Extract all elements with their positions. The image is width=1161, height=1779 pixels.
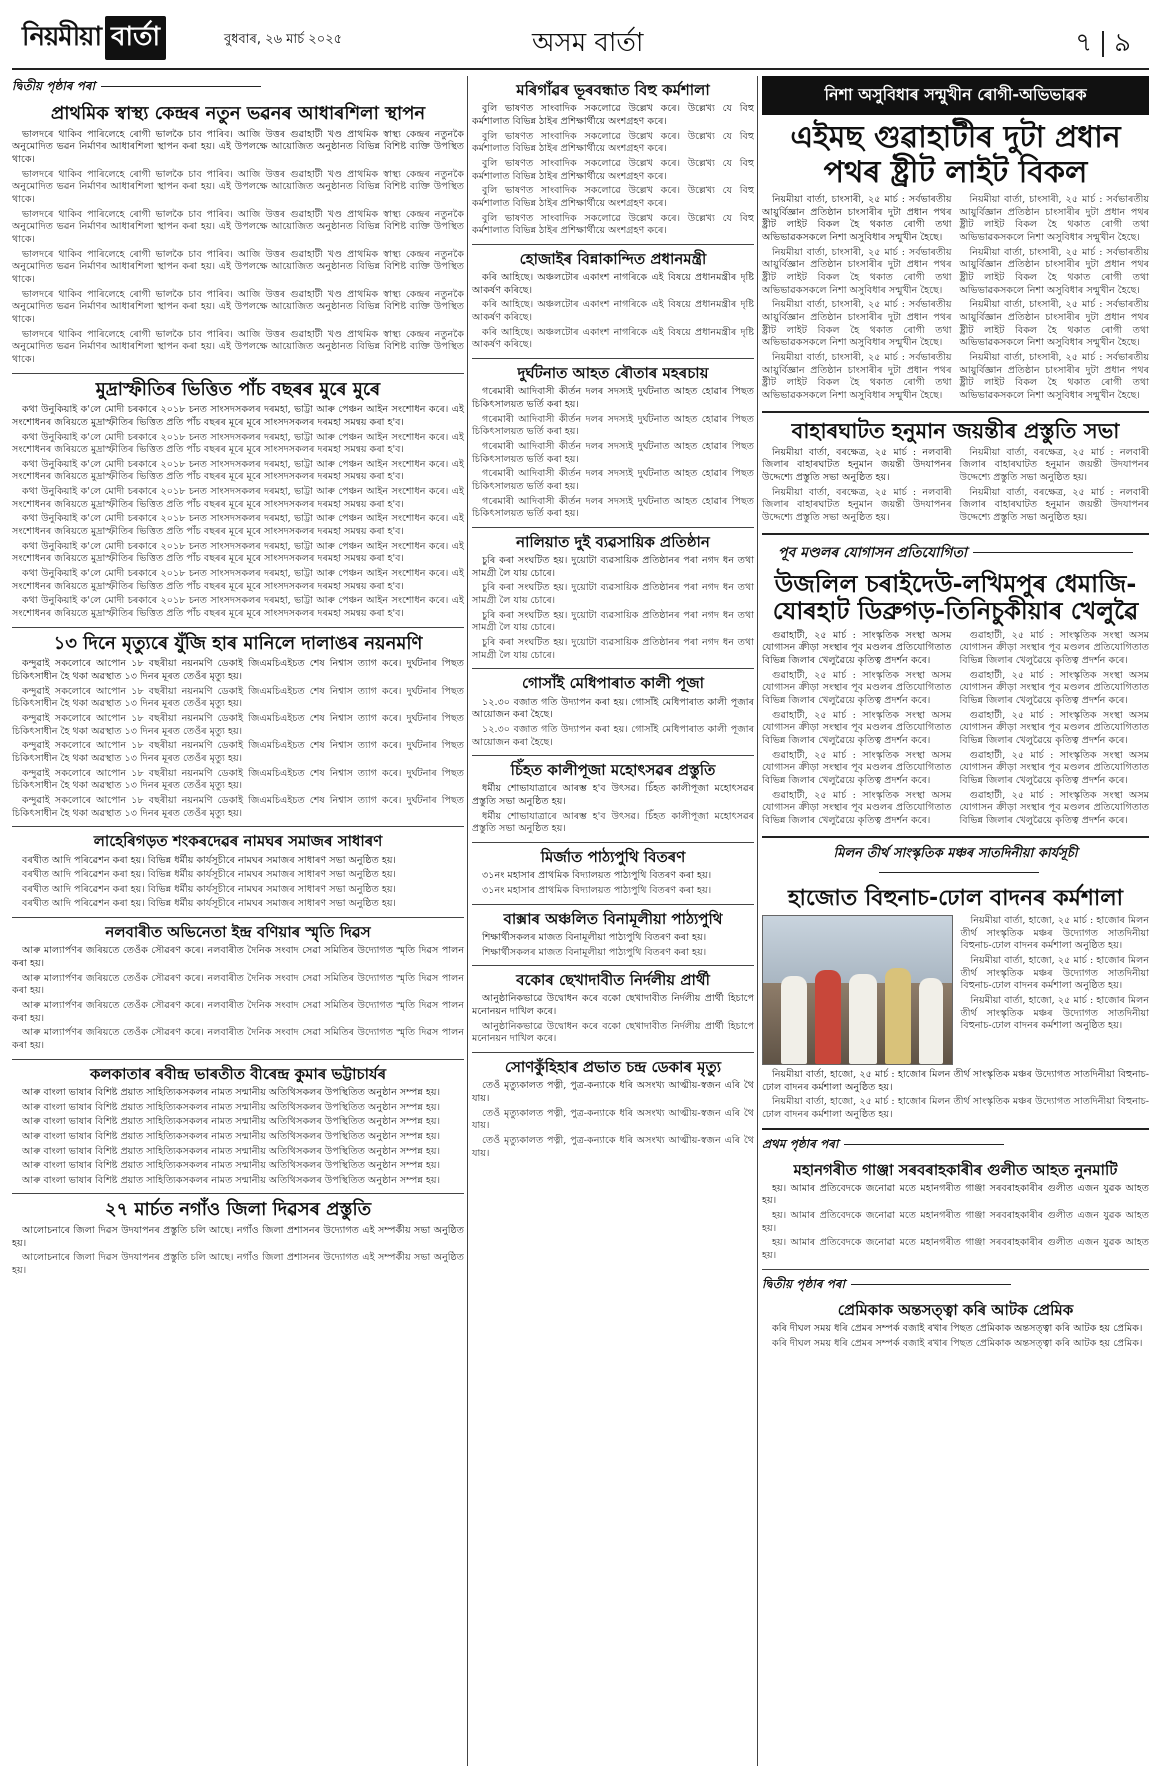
divider <box>762 836 1149 838</box>
story-kicker: পূব মণ্ডলৰ যোগাসন প্ৰতিযোগিতা <box>762 541 1149 565</box>
article-body: ধৰ্মীয় শোভাযাত্ৰাৰে আৰম্ভ হ'ব উৎসৱ। চিঁহত কালীপূজা মহোৎসৱৰ প্ৰস্তুতি সভা অনুষ্ঠিত হয়। ধৰ্মীয় শোভাযাত্ৰাৰে আৰম্ভ হ'ব উৎসৱ। চিঁহত কালীপূজা মহোৎসৱৰ প্ৰস্তুতি সভা অনুষ্ঠিত হয়। <box>472 783 754 835</box>
divider <box>12 1059 464 1060</box>
headline: গোসাঁই মেধিপাৰাত কালী পূজা <box>522 674 704 693</box>
headline: লাহেৰিগড়ত শংকৰদেৱৰ নামঘৰ সমাজৰ সাধাৰণ <box>93 832 383 851</box>
page-number-2: ৯ <box>1114 28 1131 58</box>
newspaper-logo <box>22 16 166 60</box>
headline: প্ৰেমিকাক অন্তসত্ত্বা কৰি আটক প্ৰেমিক <box>837 1300 1074 1319</box>
headline: মহানগৰীত গাঞ্জা সৰবৰাহকাৰীৰ গুলীত আহত নুনমাটি <box>793 1160 1118 1179</box>
headline: বকোৰ ছেখাদাবীত নিৰ্দলীয় প্ৰাৰ্থী <box>516 971 710 990</box>
lead-headline: এইমছ গুৱাহাটীৰ দুটা প্ৰধান পথৰ ষ্ট্ৰীট লাইট বিকল <box>790 120 1121 190</box>
headline: মৰিগাঁৱৰ ভূৰবন্ধাত বিহু কৰ্মশালা <box>516 81 710 99</box>
story-kicker: মিলন তীৰ্থ সাংস্কৃতিক মঞ্চৰ সাতদিনীয়া কাৰ্যসূচী <box>762 844 1149 880</box>
article-body: হয়। আমাৰ প্ৰতিবেদকে জনোৱা মতে মহানগৰীত গাঞ্জা সৰবৰাহকাৰীৰ গুলীত এজন যুৱক আহত হয়। হয়। আমাৰ প্ৰতিবেদকে জনোৱা মতে মহানগৰীত গাঞ্জা সৰবৰাহকাৰীৰ গুলীত এজন যুৱক আহত হয়। হয়। আমাৰ প্ৰতিবেদকে জনোৱা মতে মহানগৰীত গাঞ্জা সৰবৰাহকাৰীৰ গুলীত এজন যুৱক আহত হয়। <box>762 1182 1149 1262</box>
article-body: ১২.৩০ বজাত গতি উদ্যাপন কৰা হয়। গোসাঁই মেধিপাৰাত কালী পূজাৰ আয়োজন কৰা হৈছে। ১২.৩০ বজাত গতি উদ্যাপন কৰা হয়। গোসাঁই মেধিপাৰাত কালী পূজাৰ আয়োজন কৰা হৈছে। <box>472 696 754 748</box>
headline: হোজাইৰ বিন্নাকান্দিত প্ৰধানমন্ত্ৰী <box>519 249 707 268</box>
divider <box>762 411 1149 413</box>
logo-part2: বার্তা <box>105 16 166 60</box>
article-body: নিয়মীয়া বাৰ্তা, বৰক্ষেত্ৰ, ২৫ মাৰ্চ : নলবাৰী জিলাৰ বাহাৰঘাটত হনুমান জয়ন্তী উদযাপনৰ উদ্দেশ্যে প্ৰস্তুতি সভা অনুষ্ঠিত হয়। নিয়মীয়া বাৰ্তা, বৰক্ষেত্ৰ, ২৫ মাৰ্চ : নলবাৰী জিলাৰ বাহাৰঘাটত হনুমান জয়ন্তী উদযাপনৰ উদ্দেশ্যে প্ৰস্তুতি সভা অনুষ্ঠিত হয়। নিয়মীয়া বাৰ্তা, বৰক্ষেত্ৰ, ২৫ মাৰ্চ : নলবাৰী জিলাৰ বাহাৰঘাটত হনুমান জয়ন্তী উদযাপনৰ উদ্দেশ্যে প্ৰস্তুতি সভা অনুষ্ঠিত হয়। নিয়মীয়া বাৰ্তা, বৰক্ষেত্ৰ, ২৫ মাৰ্চ : নলবাৰী জিলাৰ বাহাৰঘাটত হনুমান জয়ন্তী উদযাপনৰ উদ্দেশ্যে প্ৰস্তুতি সভা অনুষ্ঠিত হয়। <box>762 446 1149 523</box>
headline: চিঁহত কালীপূজা মহোৎসৱৰ প্ৰস্তুতি <box>510 761 716 780</box>
column-b <box>472 76 754 1162</box>
divider <box>472 755 754 756</box>
issue-date: বুধবাৰ, ২৬ মাৰ্চ ২০২৫ <box>224 32 343 47</box>
article-body: ৩১নং মহাসাৰ প্ৰাথমিক বিদ্যালয়ত পাঠ্যপুথি বিতৰণ কৰা হয়। ৩১নং মহাসাৰ প্ৰাথমিক বিদ্যালয়ত পাঠ্যপুথি বিতৰণ কৰা হয়। <box>482 870 712 896</box>
headline: নলবাৰীত অভিনেতা ইন্দ্ৰ বণিয়াৰ স্মৃতি দিৱস <box>105 923 371 942</box>
divider <box>762 1128 1149 1130</box>
headline: দুৰ্ঘটনাত আহত ৰৌতাৰ মহৰচায় <box>517 364 709 382</box>
divider <box>472 668 754 669</box>
divider <box>12 373 464 374</box>
headline: প্ৰাথমিক স্বাস্থ্য কেন্দ্ৰৰ নতুন ভৱনৰ আধাৰশিলা স্থাপন <box>50 103 426 124</box>
article-body: আলোচনাৰে জিলা দিৱস উদযাপনৰ প্ৰস্তুতি চলি আছে। নগাঁও জিলা প্ৰশাসনৰ উদ্যোগত এই সম্পৰ্কীয় সভা অনুষ্ঠিত হয়। আলোচনাৰে জিলা দিৱস উদযাপনৰ প্ৰস্তুতি চলি আছে। নগাঁও জিলা প্ৰশাসনৰ উদ্যোগত এই সম্পৰ্কীয় সভা অনুষ্ঠিত হয়। <box>12 1225 464 1277</box>
article-body: চুৰি কৰা সংঘটিত হয়। দুয়োটা ব্যৱসায়িক প্ৰতিষ্ঠানৰ পৰা নগদ ধন তথা সামগ্ৰী লৈ যায় চোৰে। চুৰি কৰা সংঘটিত হয়। দুয়োটা ব্যৱসায়িক প্ৰতিষ্ঠানৰ পৰা নগদ ধন তথা সামগ্ৰী লৈ যায় চোৰে। চুৰি কৰা সংঘটিত হয়। দুয়োটা ব্যৱসায়িক প্ৰতিষ্ঠানৰ পৰা নগদ ধন তথা সামগ্ৰী লৈ যায় চোৰে। চুৰি কৰা সংঘটিত হয়। দুয়োটা ব্যৱসায়িক প্ৰতিষ্ঠানৰ পৰা নগদ ধন তথা সামগ্ৰী লৈ যায় চোৰে। <box>472 555 754 661</box>
divider <box>12 627 464 628</box>
article-body: কথা উনুকিয়াই ক'লে মোদী চৰকাৰে ২০১৮ চনত সাংসদসকলৰ দৰমহা, ভাট্টা আৰু পেঞ্চন আইন সংশোধন কৰে। এই সংশোধনৰ জৰিয়তে মুদ্ৰাস্ফীতিৰ ভিত্তিত প্ৰতি পাঁচ বছৰৰ মূৰে মূৰে সাংসদসকলৰ দৰমহা সমন্বয় কৰা হ'ব। কথা উনুকিয়াই ক'লে মোদী চৰকাৰে ২০১৮ চনত সাংসদসকলৰ দৰমহা, ভাট্টা আৰু পেঞ্চন আইন সংশোধন কৰে। এই সংশোধনৰ জৰিয়তে মুদ্ৰাস্ফীতিৰ ভিত্তিত প্ৰতি পাঁচ বছৰৰ মূৰে মূৰে সাংসদসকলৰ দৰমহা সমন্বয় কৰা হ'ব। কথা উনুকিয়াই ক'লে মোদী চৰকাৰে ২০১৮ চনত সাংসদসকলৰ দৰমহা, ভাট্টা আৰু পেঞ্চন আইন সংশোধন কৰে। এই সংশোধনৰ জৰিয়তে মুদ্ৰাস্ফীতিৰ ভিত্তিত প্ৰতি পাঁচ বছৰৰ মূৰে মূৰে সাংসদসকলৰ দৰমহা সমন্বয় কৰা হ'ব। কথা উনুকিয়াই ক'লে মোদী চৰকাৰে ২০১৮ চনত সাংসদসকলৰ দৰমহা, ভাট্টা আৰু পেঞ্চন আইন সংশোধন কৰে। এই সংশোধনৰ জৰিয়তে মুদ্ৰাস্ফীতিৰ ভিত্তিত প্ৰতি পাঁচ বছৰৰ মূৰে মূৰে সাংসদসকলৰ দৰমহা সমন্বয় কৰা হ'ব। কথা উনুকিয়াই ক'লে মোদী চৰকাৰে ২০১৮ চনত সাংসদসকলৰ দৰমহা, ভাট্টা আৰু পেঞ্চন আইন সংশোধন কৰে। এই সংশোধনৰ জৰিয়তে মুদ্ৰাস্ফীতিৰ ভিত্তিত প্ৰতি পাঁচ বছৰৰ মূৰে মূৰে সাংসদসকলৰ দৰমহা সমন্বয় কৰা হ'ব। কথা উনুকিয়াই ক'লে মোদী চৰকাৰে ২০১৮ চনত সাংসদসকলৰ দৰমহা, ভাট্টা আৰু পেঞ্চন আইন সংশোধন কৰে। এই সংশোধনৰ জৰিয়তে মুদ্ৰাস্ফীতিৰ ভিত্তিত প্ৰতি পাঁচ বছৰৰ মূৰে মূৰে সাংসদসকলৰ দৰমহা সমন্বয় কৰা হ'ব। কথা উনুকিয়াই ক'লে মোদী চৰকাৰে ২০১৮ চনত সাংসদসকলৰ দৰমহা, ভাট্টা আৰু পেঞ্চন আইন সংশোধন কৰে। এই সংশোধনৰ জৰিয়তে মুদ্ৰাস্ফীতিৰ ভিত্তিত প্ৰতি পাঁচ বছৰৰ মূৰে মূৰে সাংসদসকলৰ দৰমহা সমন্বয় কৰা হ'ব। কথা উনুকিয়াই ক'লে মোদী চৰকাৰে ২০১৮ চনত সাংসদসকলৰ দৰমহা, ভাট্টা আৰু পেঞ্চন আইন সংশোধন কৰে। এই সংশোধনৰ জৰিয়তে মুদ্ৰাস্ফীতিৰ ভিত্তিত প্ৰতি পাঁচ বছৰৰ মূৰে মূৰে সাংসদসকলৰ দৰমহা সমন্বয় কৰা হ'ব। <box>12 404 464 620</box>
section-title: অসম বাৰ্তা <box>532 28 644 58</box>
logo-part1: নিয়মীয়া <box>22 22 102 52</box>
continued-kicker: দ্বিতীয় পৃষ্ঠাৰ পৰা <box>762 1276 1149 1296</box>
headline: বাক্সাৰ অঞ্চলিত বিনামূলীয়া পাঠ্যপুথি <box>503 909 723 928</box>
photo-story: নিয়মীয়া বাৰ্তা, হাজো, ২৫ মাৰ্চ : হাজোৰ মিলন তীৰ্থ সাংস্কৃতিক মঞ্চৰ উদ্যোগত সাতদিনীয়া বিহুনাচ-ঢোল বাদনৰ কৰ্মশালা অনুষ্ঠিত হয়। নিয়মীয়া বাৰ্তা, হাজো, ২৫ মাৰ্চ : হাজোৰ মিলন তীৰ্থ সাংস্কৃতিক মঞ্চৰ উদ্যোগত সাতদিনীয়া বিহুনাচ-ঢোল বাদনৰ কৰ্মশালা অনুষ্ঠিত হয়। নিয়মীয়া বাৰ্তা, হাজো, ২৫ মাৰ্চ : হাজোৰ মিলন তীৰ্থ সাংস্কৃতিক মঞ্চৰ উদ্যোগত সাতদিনীয়া বিহুনাচ-ঢোল বাদনৰ কৰ্মশালা অনুষ্ঠিত হয়। <box>762 915 1149 1065</box>
article-body: শিক্ষাৰ্থীসকলৰ মাজত বিনামূলীয়া পাঠ্যপুথি বিতৰণ কৰা হয়। শিক্ষাৰ্থীসকলৰ মাজত বিনামূলীয়া পাঠ্যপুথি বিতৰণ কৰা হয়। <box>482 931 707 958</box>
divider <box>472 244 754 245</box>
column-divider <box>467 76 468 1766</box>
divider <box>472 842 754 843</box>
article-body: নিয়মীয়া বাৰ্তা, চাংসাৰী, ২৫ মাৰ্চ : সৰ্বভাৰতীয় আয়ুৰ্বিজ্ঞান প্ৰতিষ্ঠান চাংসাৰীৰ দুটা প্ৰধান পথৰ ষ্ট্ৰীট লাইট বিকল হৈ থকাত ৰোগী তথা অভিভাৱকসকলে নিশা অসুবিধাৰ সন্মুখীন হৈছে। নিয়মীয়া বাৰ্তা, চাংসাৰী, ২৫ মাৰ্চ : সৰ্বভাৰতীয় আয়ুৰ্বিজ্ঞান প্ৰতিষ্ঠান চাংসাৰীৰ দুটা প্ৰধান পথৰ ষ্ট্ৰীট লাইট বিকল হৈ থকাত ৰোগী তথা অভিভাৱকসকলে নিশা অসুবিধাৰ সন্মুখীন হৈছে। নিয়মীয়া বাৰ্তা, চাংসাৰী, ২৫ মাৰ্চ : সৰ্বভাৰতীয় আয়ুৰ্বিজ্ঞান প্ৰতিষ্ঠান চাংসাৰীৰ দুটা প্ৰধান পথৰ ষ্ট্ৰীট লাইট বিকল হৈ থকাত ৰোগী তথা অভিভাৱকসকলে নিশা অসুবিধাৰ সন্মুখীন হৈছে। নিয়মীয়া বাৰ্তা, চাংসাৰী, ২৫ মাৰ্চ : সৰ্বভাৰতীয় আয়ুৰ্বিজ্ঞান প্ৰতিষ্ঠান চাংসাৰীৰ দুটা প্ৰধান পথৰ ষ্ট্ৰীট লাইট বিকল হৈ থকাত ৰোগী তথা অভিভাৱকসকলে নিশা অসুবিধাৰ সন্মুখীন হৈছে। নিয়মীয়া বাৰ্তা, চাংসাৰী, ২৫ মাৰ্চ : সৰ্বভাৰতীয় আয়ুৰ্বিজ্ঞান প্ৰতিষ্ঠান চাংসাৰীৰ দুটা প্ৰধান পথৰ ষ্ট্ৰীট লাইট বিকল হৈ থকাত ৰোগী তথা অভিভাৱকসকলে নিশা অসুবিধাৰ সন্মুখীন হৈছে। নিয়মীয়া বাৰ্তা, চাংসাৰী, ২৫ মাৰ্চ : সৰ্বভাৰতীয় আয়ুৰ্বিজ্ঞান প্ৰতিষ্ঠান চাংসাৰীৰ দুটা প্ৰধান পথৰ ষ্ট্ৰীট লাইট বিকল হৈ থকাত ৰোগী তথা অভিভাৱকসকলে নিশা অসুবিধাৰ সন্মুখীন হৈছে। নিয়মীয়া বাৰ্তা, চাংসাৰী, ২৫ মাৰ্চ : সৰ্বভাৰতীয় আয়ুৰ্বিজ্ঞান প্ৰতিষ্ঠান চাংসাৰীৰ দুটা প্ৰধান পথৰ ষ্ট্ৰীট লাইট বিকল হৈ থকাত ৰোগী তথা অভিভাৱকসকলে নিশা অসুবিধাৰ সন্মুখীন হৈছে। নিয়মীয়া বাৰ্তা, চাংসাৰী, ২৫ মাৰ্চ : সৰ্বভাৰতীয় আয়ুৰ্বিজ্ঞান প্ৰতিষ্ঠান চাংসাৰীৰ দুটা প্ৰধান পথৰ ষ্ট্ৰীট লাইট বিকল হৈ থকাত ৰোগী তথা অভিভাৱকসকলে নিশা অসুবিধাৰ সন্মুখীন হৈছে। <box>762 194 1149 401</box>
headline: কলকাতাৰ ৰবীন্দ্ৰ ভাৰতীত বীৰেন্দ্ৰ কুমাৰ ভট্টাচাৰ্যৰ <box>89 1064 387 1083</box>
article-body: ভালদৰে থাকিব পাৰিলেহে ৰোগী ভালকৈ চাব পাৰিব। আজি উত্তৰ গুৱাহাটী খণ্ড প্ৰাথমিক স্বাস্থ্য কেন্দ্ৰৰ নতুনকৈ অনুমোদিত ভৱন নিৰ্মাণৰ আধাৰশিলা স্থাপন কৰা হয়। এই উপলক্ষে আয়োজিত অনুষ্ঠানত বিভিন্ন বিশিষ্ট ব্যক্তি উপস্থিত থাকে। ভালদৰে থাকিব পাৰিলেহে ৰোগী ভালকৈ চাব পাৰিব। আজি উত্তৰ গুৱাহাটী খণ্ড প্ৰাথমিক স্বাস্থ্য কেন্দ্ৰৰ নতুনকৈ অনুমোদিত ভৱন নিৰ্মাণৰ আধাৰশিলা স্থাপন কৰা হয়। এই উপলক্ষে আয়োজিত অনুষ্ঠানত বিভিন্ন বিশিষ্ট ব্যক্তি উপস্থিত থাকে। ভালদৰে থাকিব পাৰিলেহে ৰোগী ভালকৈ চাব পাৰিব। আজি উত্তৰ গুৱাহাটী খণ্ড প্ৰাথমিক স্বাস্থ্য কেন্দ্ৰৰ নতুনকৈ অনুমোদিত ভৱন নিৰ্মাণৰ আধাৰশিলা স্থাপন কৰা হয়। এই উপলক্ষে আয়োজিত অনুষ্ঠানত বিভিন্ন বিশিষ্ট ব্যক্তি উপস্থিত থাকে। ভালদৰে থাকিব পাৰিলেহে ৰোগী ভালকৈ চাব পাৰিব। আজি উত্তৰ গুৱাহাটী খণ্ড প্ৰাথমিক স্বাস্থ্য কেন্দ্ৰৰ নতুনকৈ অনুমোদিত ভৱন নিৰ্মাণৰ আধাৰশিলা স্থাপন কৰা হয়। এই উপলক্ষে আয়োজিত অনুষ্ঠানত বিভিন্ন বিশিষ্ট ব্যক্তি উপস্থিত থাকে। ভালদৰে থাকিব পাৰিলেহে ৰোগী ভালকৈ চাব পাৰিব। আজি উত্তৰ গুৱাহাটী খণ্ড প্ৰাথমিক স্বাস্থ্য কেন্দ্ৰৰ নতুনকৈ অনুমোদিত ভৱন নিৰ্মাণৰ আধাৰশিলা স্থাপন কৰা হয়। এই উপলক্ষে আয়োজিত অনুষ্ঠানত বিভিন্ন বিশিষ্ট ব্যক্তি উপস্থিত থাকে। ভালদৰে থাকিব পাৰিলেহে ৰোগী ভালকৈ চাব পাৰিব। আজি উত্তৰ গুৱাহাটী খণ্ড প্ৰাথমিক স্বাস্থ্য কেন্দ্ৰৰ নতুনকৈ অনুমোদিত ভৱন নিৰ্মাণৰ আধাৰশিলা স্থাপন কৰা হয়। এই উপলক্ষে আয়োজিত অনুষ্ঠানত বিভিন্ন বিশিষ্ট ব্যক্তি উপস্থিত থাকে। <box>12 128 464 365</box>
continued-kicker: প্ৰথম পৃষ্ঠাৰ পৰা <box>762 1136 1149 1156</box>
article-body: বৰখীত আদি পৰিৱেশন কৰা হয়। বিভিন্ন ধৰ্মীয় কাৰ্যসূচীৰে নামঘৰ সমাজৰ সাধাৰণ সভা অনুষ্ঠিত হয়। বৰখীত আদি পৰিৱেশন কৰা হয়। বিভিন্ন ধৰ্মীয় কাৰ্যসূচীৰে নামঘৰ সমাজৰ সাধাৰণ সভা অনুষ্ঠিত হয়। বৰখীত আদি পৰিৱেশন কৰা হয়। বিভিন্ন ধৰ্মীয় কাৰ্যসূচীৰে নামঘৰ সমাজৰ সাধাৰণ সভা অনুষ্ঠিত হয়। বৰখীত আদি পৰিৱেশন কৰা হয়। বিভিন্ন ধৰ্মীয় কাৰ্যসূচীৰে নামঘৰ সমাজৰ সাধাৰণ সভা অনুষ্ঠিত হয়। <box>22 854 396 910</box>
divider <box>12 826 464 827</box>
article-body: আৰু বাংলা ভাষাৰ বিশিষ্ট প্ৰয়াত সাহিত্যিকসকলৰ নামত সন্মানীয় অতিথিসকলৰ উপস্থিতিত অনুষ্ঠান সম্পন্ন হয়। আৰু বাংলা ভাষাৰ বিশিষ্ট প্ৰয়াত সাহিত্যিকসকলৰ নামত সন্মানীয় অতিথিসকলৰ উপস্থিতিত অনুষ্ঠান সম্পন্ন হয়। আৰু বাংলা ভাষাৰ বিশিষ্ট প্ৰয়াত সাহিত্যিকসকলৰ নামত সন্মানীয় অতিথিসকলৰ উপস্থিতিত অনুষ্ঠান সম্পন্ন হয়। আৰু বাংলা ভাষাৰ বিশিষ্ট প্ৰয়াত সাহিত্যিকসকলৰ নামত সন্মানীয় অতিথিসকলৰ উপস্থিতিত অনুষ্ঠান সম্পন্ন হয়। আৰু বাংলা ভাষাৰ বিশিষ্ট প্ৰয়াত সাহিত্যিকসকলৰ নামত সন্মানীয় অতিথিসকলৰ উপস্থিতিত অনুষ্ঠান সম্পন্ন হয়। আৰু বাংলা ভাষাৰ বিশিষ্ট প্ৰয়াত সাহিত্যিকসকলৰ নামত সন্মানীয় অতিথিসকলৰ উপস্থিতিত অনুষ্ঠান সম্পন্ন হয়। আৰু বাংলা ভাষাৰ বিশিষ্ট প্ৰয়াত সাহিত্যিকসকলৰ নামত সন্মানীয় অতিথিসকলৰ উপস্থিতিত অনুষ্ঠান সম্পন্ন হয়। <box>22 1086 441 1186</box>
divider <box>762 1269 1149 1270</box>
page-number <box>1075 22 1131 66</box>
headline: মিৰ্জাত পাঠ্যপুথি বিতৰণ <box>540 848 686 867</box>
headline: নালিয়াত দুই ব্যৱসায়িক প্ৰতিষ্ঠান <box>516 532 710 551</box>
article-body: আৰু মাল্যাৰ্পণৰ জৰিয়তে তেওঁক সৌৱৰণ কৰে। নলবাৰীত দৈনিক সংবাদ সেৱা সমিতিৰ উদ্যোগত স্মৃতি দিৱস পালন কৰা হয়। আৰু মাল্যাৰ্পণৰ জৰিয়তে তেওঁক সৌৱৰণ কৰে। নলবাৰীত দৈনিক সংবাদ সেৱা সমিতিৰ উদ্যোগত স্মৃতি দিৱস পালন কৰা হয়। আৰু মাল্যাৰ্পণৰ জৰিয়তে তেওঁক সৌৱৰণ কৰে। নলবাৰীত দৈনিক সংবাদ সেৱা সমিতিৰ উদ্যোগত স্মৃতি দিৱস পালন কৰা হয়। আৰু মাল্যাৰ্পণৰ জৰিয়তে তেওঁক সৌৱৰণ কৰে। নলবাৰীত দৈনিক সংবাদ সেৱা সমিতিৰ উদ্যোগত স্মৃতি দিৱস পালন কৰা হয়। <box>12 945 464 1051</box>
article-body: কৰি দীঘল সময় ধৰি প্ৰেমৰ সম্পৰ্ক বজাই ৰখাৰ পিছত প্ৰেমিকাক অন্তসত্ত্বা কৰি আটক হয় প্ৰেমিক। কৰি দীঘল সময় ধৰি প্ৰেমৰ সম্পৰ্ক বজাই ৰখাৰ পিছত প্ৰেমিকাক অন্তসত্ত্বা কৰি আটক হয় প্ৰেমিক। <box>772 1322 1143 1349</box>
divider <box>472 904 754 905</box>
divider <box>762 533 1149 535</box>
column-divider <box>757 76 758 1766</box>
divider <box>472 965 754 966</box>
divider <box>12 1193 464 1194</box>
article-body: গৰেমাৰী আদিবাসী কীৰ্তন দলৰ সদস্যই দুৰ্ঘটনাত আহত হোৱাৰ পিছত চিকিৎসালয়ত ভৰ্তি কৰা হয়। গৰেমাৰী আদিবাসী কীৰ্তন দলৰ সদস্যই দুৰ্ঘটনাত আহত হোৱাৰ পিছত চিকিৎসালয়ত ভৰ্তি কৰা হয়। গৰেমাৰী আদিবাসী কীৰ্তন দলৰ সদস্যই দুৰ্ঘটনাত আহত হোৱাৰ পিছত চিকিৎসালয়ত ভৰ্তি কৰা হয়। গৰেমাৰী আদিবাসী কীৰ্তন দলৰ সদস্যই দুৰ্ঘটনাত আহত হোৱাৰ পিছত চিকিৎসালয়ত ভৰ্তি কৰা হয়। গৰেমাৰী আদিবাসী কীৰ্তন দলৰ সদস্যই দুৰ্ঘটনাত আহত হোৱাৰ পিছত চিকিৎসালয়ত ভৰ্তি কৰা হয়। <box>472 386 754 520</box>
divider <box>472 358 754 359</box>
article-body: নিয়মীয়া বাৰ্তা, হাজো, ২৫ মাৰ্চ : হাজোৰ মিলন তীৰ্থ সাংস্কৃতিক মঞ্চৰ উদ্যোগত সাতদিনীয়া বিহুনাচ-ঢোল বাদনৰ কৰ্মশালা অনুষ্ঠিত হয়। নিয়মীয়া বাৰ্তা, হাজো, ২৫ মাৰ্চ : হাজোৰ মিলন তীৰ্থ সাংস্কৃতিক মঞ্চৰ উদ্যোগত সাতদিনীয়া বিহুনাচ-ঢোল বাদনৰ কৰ্মশালা অনুষ্ঠিত হয়। <box>762 1068 1149 1120</box>
page-number-1: ৭ <box>1075 28 1093 58</box>
divider <box>472 1052 754 1053</box>
headline: হাজোত বিহুনাচ-ঢোল বাদনৰ কৰ্মশালা <box>787 885 1124 911</box>
article-body: আনুষ্ঠানিকভাৱে উদ্বোধন কৰে বকো ছেখাদাবীত নিৰ্দলীয় প্ৰাৰ্থী হিচাপে মনোনয়ন দাখিল কৰে। আনুষ্ঠানিকভাৱে উদ্বোধন কৰে বকো ছেখাদাবীত নিৰ্দলীয় প্ৰাৰ্থী হিচাপে মনোনয়ন দাখিল কৰে। <box>472 993 754 1045</box>
headline: বাহাৰঘাটত হনুমান জয়ন্তীৰ প্ৰস্তুতি সভা <box>791 418 1120 443</box>
column-c <box>762 76 1149 1352</box>
headline: উজলিল চৰাইদেউ-লখিমপুৰ ধেমাজি-যোৰহাট ডিব্ৰুগড়-তিনিচুকীয়াৰ খেলুৱৈ <box>772 569 1139 626</box>
divider <box>472 527 754 528</box>
article-body: কন্দুৱাই সকলোৰে আপোন ১৮ বছৰীয়া নয়নমণি ডেকাই জিএমচিএইচত শেষ নিশ্বাস ত্যাগ কৰে। দুৰ্ঘটনাৰ পিছত চিকিৎসাধীন হৈ থকা অৱস্থাত ১৩ দিনৰ মূৰত তেওঁৰ মৃত্যু হয়। কন্দুৱাই সকলোৰে আপোন ১৮ বছৰীয়া নয়নমণি ডেকাই জিএমচিএইচত শেষ নিশ্বাস ত্যাগ কৰে। দুৰ্ঘটনাৰ পিছত চিকিৎসাধীন হৈ থকা অৱস্থাত ১৩ দিনৰ মূৰত তেওঁৰ মৃত্যু হয়। কন্দুৱাই সকলোৰে আপোন ১৮ বছৰীয়া নয়নমণি ডেকাই জিএমচিএইচত শেষ নিশ্বাস ত্যাগ কৰে। দুৰ্ঘটনাৰ পিছত চিকিৎসাধীন হৈ থকা অৱস্থাত ১৩ দিনৰ মূৰত তেওঁৰ মৃত্যু হয়। কন্দুৱাই সকলোৰে আপোন ১৮ বছৰীয়া নয়নমণি ডেকাই জিএমচিএইচত শেষ নিশ্বাস ত্যাগ কৰে। দুৰ্ঘটনাৰ পিছত চিকিৎসাধীন হৈ থকা অৱস্থাত ১৩ দিনৰ মূৰত তেওঁৰ মৃত্যু হয়। কন্দুৱাই সকলোৰে আপোন ১৮ বছৰীয়া নয়নমণি ডেকাই জিএমচিএইচত শেষ নিশ্বাস ত্যাগ কৰে। দুৰ্ঘটনাৰ পিছত চিকিৎসাধীন হৈ থকা অৱস্থাত ১৩ দিনৰ মূৰত তেওঁৰ মৃত্যু হয়। কন্দুৱাই সকলোৰে আপোন ১৮ বছৰীয়া নয়নমণি ডেকাই জিএমচিএইচত শেষ নিশ্বাস ত্যাগ কৰে। দুৰ্ঘটনাৰ পিছত চিকিৎসাধীন হৈ থকা অৱস্থাত ১৩ দিনৰ মূৰত তেওঁৰ মৃত্যু হয়। <box>12 658 464 819</box>
divider <box>12 917 464 918</box>
column-a <box>12 76 464 1280</box>
article-body: বুলি ভাষণত সাংবাদিক সকলোৱে উল্লেখ কৰে। উল্লেখ্য যে বিহু কৰ্মশালাত বিভিন্ন ঠাইৰ প্ৰশিক্ষাৰ্থীয়ে অংশগ্ৰহণ কৰে। বুলি ভাষণত সাংবাদিক সকলোৱে উল্লেখ কৰে। উল্লেখ্য যে বিহু কৰ্মশালাত বিভিন্ন ঠাইৰ প্ৰশিক্ষাৰ্থীয়ে অংশগ্ৰহণ কৰে। বুলি ভাষণত সাংবাদিক সকলোৱে উল্লেখ কৰে। উল্লেখ্য যে বিহু কৰ্মশালাত বিভিন্ন ঠাইৰ প্ৰশিক্ষাৰ্থীয়ে অংশগ্ৰহণ কৰে। বুলি ভাষণত সাংবাদিক সকলোৱে উল্লেখ কৰে। উল্লেখ্য যে বিহু কৰ্মশালাত বিভিন্ন ঠাইৰ প্ৰশিক্ষাৰ্থীয়ে অংশগ্ৰহণ কৰে। বুলি ভাষণত সাংবাদিক সকলোৱে উল্লেখ কৰে। উল্লেখ্য যে বিহু কৰ্মশালাত বিভিন্ন ঠাইৰ প্ৰশিক্ষাৰ্থীয়ে অংশগ্ৰহণ কৰে। <box>472 103 754 237</box>
headline: মুদ্ৰাস্ফীতিৰ ভিত্তিত পাঁচ বছৰৰ মুৰে মুৰে <box>95 378 381 400</box>
photo-dancers <box>762 915 953 1065</box>
continued-kicker: দ্বিতীয় পৃষ্ঠাৰ পৰা <box>12 78 464 98</box>
masthead <box>12 8 1149 70</box>
article-body: কৰি আহিছে। অঞ্চলটোৰ একাংশ নাগৰিকে এই বিষয়ে প্ৰধানমন্ত্ৰীৰ দৃষ্টি আকৰ্ষণ কৰিছে। কৰি আহিছে। অঞ্চলটোৰ একাংশ নাগৰিকে এই বিষয়ে প্ৰধানমন্ত্ৰীৰ দৃষ্টি আকৰ্ষণ কৰিছে। কৰি আহিছে। অঞ্চলটোৰ একাংশ নাগৰিকে এই বিষয়ে প্ৰধানমন্ত্ৰীৰ দৃষ্টি আকৰ্ষণ কৰিছে। <box>472 272 754 351</box>
headline: ১৩ দিনে মৃত্যুৰে যুঁজি হাৰ মানিলে দালাঙৰ নয়নমণি <box>53 632 423 654</box>
headline: সোণকুঁহিহাৰ প্ৰভাত চন্দ্ৰ ডেকাৰ মৃত্যু <box>504 1058 722 1077</box>
tag-banner: নিশা অসুবিধাৰ সন্মুখীন ৰোগী-অভিভাৱক <box>762 76 1149 115</box>
headline: ২৭ মাৰ্চত নগাঁও জিলা দিৱসৰ প্ৰস্তুতি <box>104 1199 372 1221</box>
article-body: গুৱাহাটী, ২৫ মাৰ্চ : সাংস্কৃতিক সংস্থা অসম যোগাসন ক্ৰীড়া সংস্থাৰ পূব মণ্ডলৰ প্ৰতিযোগিতাত বিভিন্ন জিলাৰ খেলুৱৈয়ে কৃতিত্ব প্ৰদৰ্শন কৰে। গুৱাহাটী, ২৫ মাৰ্চ : সাংস্কৃতিক সংস্থা অসম যোগাসন ক্ৰীড়া সংস্থাৰ পূব মণ্ডলৰ প্ৰতিযোগিতাত বিভিন্ন জিলাৰ খেলুৱৈয়ে কৃতিত্ব প্ৰদৰ্শন কৰে। গুৱাহাটী, ২৫ মাৰ্চ : সাংস্কৃতিক সংস্থা অসম যোগাসন ক্ৰীড়া সংস্থাৰ পূব মণ্ডলৰ প্ৰতিযোগিতাত বিভিন্ন জিলাৰ খেলুৱৈয়ে কৃতিত্ব প্ৰদৰ্শন কৰে। গুৱাহাটী, ২৫ মাৰ্চ : সাংস্কৃতিক সংস্থা অসম যোগাসন ক্ৰীড়া সংস্থাৰ পূব মণ্ডলৰ প্ৰতিযোগিতাত বিভিন্ন জিলাৰ খেলুৱৈয়ে কৃতিত্ব প্ৰদৰ্শন কৰে। গুৱাহাটী, ২৫ মাৰ্চ : সাংস্কৃতিক সংস্থা অসম যোগাসন ক্ৰীড়া সংস্থাৰ পূব মণ্ডলৰ প্ৰতিযোগিতাত বিভিন্ন জিলাৰ খেলুৱৈয়ে কৃতিত্ব প্ৰদৰ্শন কৰে। গুৱাহাটী, ২৫ মাৰ্চ : সাংস্কৃতিক সংস্থা অসম যোগাসন ক্ৰীড়া সংস্থাৰ পূব মণ্ডলৰ প্ৰতিযোগিতাত বিভিন্ন জিলাৰ খেলুৱৈয়ে কৃতিত্ব প্ৰদৰ্শন কৰে। গুৱাহাটী, ২৫ মাৰ্চ : সাংস্কৃতিক সংস্থা অসম যোগাসন ক্ৰীড়া সংস্থাৰ পূব মণ্ডলৰ প্ৰতিযোগিতাত বিভিন্ন জিলাৰ খেলুৱৈয়ে কৃতিত্ব প্ৰদৰ্শন কৰে। গুৱাহাটী, ২৫ মাৰ্চ : সাংস্কৃতিক সংস্থা অসম যোগাসন ক্ৰীড়া সংস্থাৰ পূব মণ্ডলৰ প্ৰতিযোগিতাত বিভিন্ন জিলাৰ খেলুৱৈয়ে কৃতিত্ব প্ৰদৰ্শন কৰে। গুৱাহাটী, ২৫ মাৰ্চ : সাংস্কৃতিক সংস্থা অসম যোগাসন ক্ৰীড়া সংস্থাৰ পূব মণ্ডলৰ প্ৰতিযোগিতাত বিভিন্ন জিলাৰ খেলুৱৈয়ে কৃতিত্ব প্ৰদৰ্শন কৰে। গুৱাহাটী, ২৫ মাৰ্চ : সাংস্কৃতিক সংস্থা অসম যোগাসন ক্ৰীড়া সংস্থাৰ পূব মণ্ডলৰ প্ৰতিযোগিতাত বিভিন্ন জিলাৰ খেলুৱৈয়ে কৃতিত্ব প্ৰদৰ্শন কৰে। <box>762 629 1149 826</box>
article-body: তেওঁ মৃত্যুকালত পত্নী, পুত্ৰ-কন্যাকে ধৰি অসংখ্য আত্মীয়-স্বজন এৰি থৈ যায়। তেওঁ মৃত্যুকালত পত্নী, পুত্ৰ-কন্যাকে ধৰি অসংখ্য আত্মীয়-স্বজন এৰি থৈ যায়। তেওঁ মৃত্যুকালত পত্নী, পুত্ৰ-কন্যাকে ধৰি অসংখ্য আত্মীয়-স্বজন এৰি থৈ যায়। <box>472 1080 754 1159</box>
